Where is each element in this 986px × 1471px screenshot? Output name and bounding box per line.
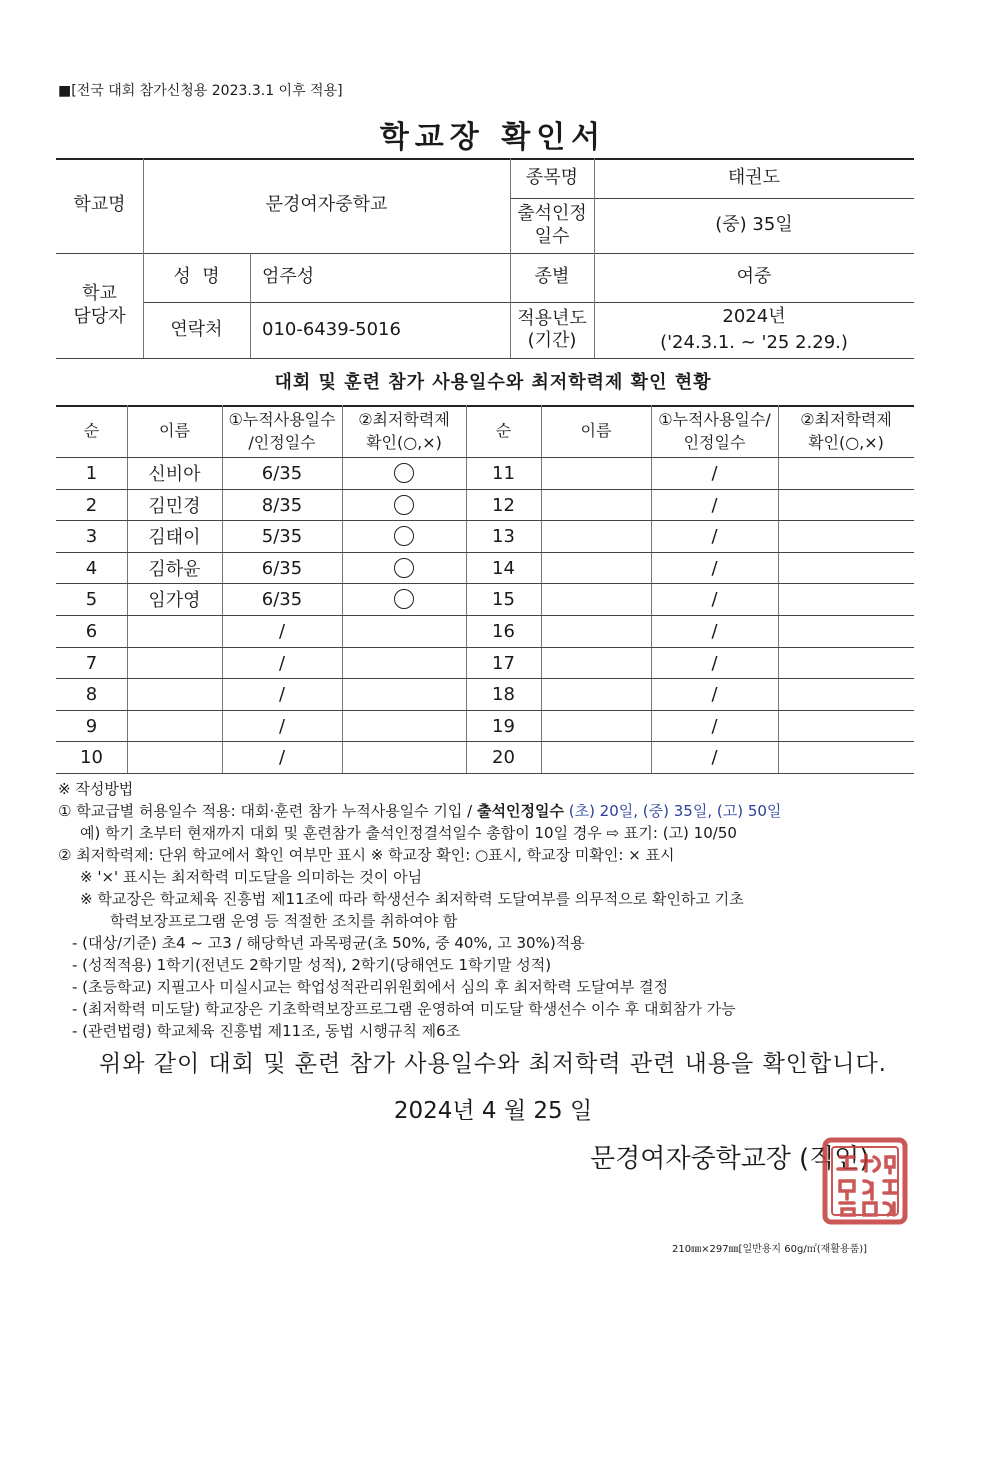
signer-name: 문경여자중학교장 bbox=[590, 1144, 791, 1174]
row-no: 13 bbox=[492, 525, 515, 547]
header-no: 순 bbox=[495, 421, 512, 441]
check-circle-icon bbox=[394, 558, 414, 578]
min-academic-check bbox=[778, 552, 914, 584]
check-circle-icon bbox=[394, 495, 414, 515]
student-name: 신비아 bbox=[148, 464, 201, 485]
min-academic-check bbox=[778, 615, 914, 647]
used-days: / bbox=[711, 557, 718, 579]
used-days: 6/35 bbox=[261, 557, 303, 579]
header-check: ②최저학력제 확인(○,×) bbox=[358, 409, 450, 452]
row-no: 10 bbox=[80, 746, 103, 768]
check-circle-icon bbox=[394, 463, 414, 483]
min-academic-check bbox=[342, 647, 466, 679]
student-name bbox=[127, 741, 222, 773]
row-no: 9 bbox=[85, 715, 98, 737]
used-days: / bbox=[711, 746, 718, 768]
min-academic-check bbox=[778, 710, 914, 742]
issue-date: 2024년 4 월 25 일 bbox=[393, 1098, 593, 1124]
row-no: 2 bbox=[85, 494, 98, 516]
guide-detail-4: - (최저학력 미도달) 학교장은 기초학력보장프로그램 운영하여 미도달 학생선수 이수 후 대회참가 가능 bbox=[72, 1000, 736, 1018]
min-academic-check bbox=[778, 741, 914, 773]
row-no: 18 bbox=[492, 683, 515, 705]
student-name: 임가영 bbox=[148, 590, 201, 611]
used-days: / bbox=[711, 652, 718, 674]
confirmation-statement: 위와 같이 대회 및 훈련 참가 사용일수와 최저학력 관련 내용을 확인합니다. bbox=[99, 1051, 887, 1077]
used-days: / bbox=[711, 620, 718, 642]
used-days: / bbox=[278, 683, 286, 705]
header-days: ①누적사용일수/ 인정일수 bbox=[658, 409, 771, 452]
used-days: / bbox=[711, 525, 718, 547]
row-no: 6 bbox=[85, 620, 98, 642]
used-days: 6/35 bbox=[261, 462, 303, 484]
guide-detail-2: - (성적적용) 1학기(전년도 2학기말 성적), 2학기(당해연도 1학기말 성적) bbox=[72, 956, 552, 974]
official-seal-icon bbox=[822, 1137, 908, 1225]
category-value: 여중 bbox=[736, 266, 772, 288]
guide-detail-5: - (관련법령) 학교체육 진흥법 제11조, 동법 시행규칙 제6조 bbox=[72, 1022, 461, 1040]
min-academic-check bbox=[342, 741, 466, 773]
student-name bbox=[127, 710, 222, 742]
name-value: 엄주성 bbox=[262, 266, 315, 288]
guide-item-2-sub2a: ※ 학교장은 학교체육 진흥법 제11조에 따라 학생선수 최저학력 도달여부를 의무적으로 확인하고 기초 bbox=[80, 890, 744, 908]
min-academic-check bbox=[342, 583, 466, 615]
min-academic-check bbox=[342, 520, 466, 552]
category-label: 종별 bbox=[534, 266, 570, 288]
header-no: 순 bbox=[83, 421, 100, 441]
guide-item-2-sub1: ※ '×' 표시는 최저학력 미도달을 의미하는 것이 아님 bbox=[80, 868, 423, 886]
section-title: 대회 및 훈련 참가 사용일수와 최저학력제 확인 현황 bbox=[274, 372, 712, 393]
used-days: / bbox=[278, 715, 286, 737]
school-label: 학교명 bbox=[73, 194, 126, 216]
writing-guide bbox=[58, 778, 928, 1042]
row-no: 12 bbox=[492, 494, 515, 516]
row-no: 15 bbox=[492, 588, 515, 610]
student-name: 김태이 bbox=[148, 527, 201, 548]
header-check: ②최저학력제 확인(○,×) bbox=[800, 409, 892, 452]
used-days: / bbox=[278, 652, 286, 674]
guide-item-1-example: 예) 학기 초부터 현재까지 대회 및 훈련참가 출석인정결석일수 총합이 10일 경우 ⇨ 표기: (고) 10/50 bbox=[80, 824, 737, 842]
used-days: / bbox=[278, 620, 286, 642]
row-no: 4 bbox=[85, 557, 98, 579]
student-name bbox=[541, 710, 651, 742]
min-academic-check bbox=[342, 678, 466, 710]
min-academic-check bbox=[778, 647, 914, 679]
guide-item-1-bold: 출석인정일수 bbox=[477, 802, 564, 820]
min-academic-check bbox=[342, 710, 466, 742]
row-no: 7 bbox=[85, 652, 98, 674]
student-name bbox=[127, 615, 222, 647]
check-circle-icon bbox=[394, 589, 414, 609]
contact-label: 연락처 bbox=[170, 318, 223, 340]
used-days: / bbox=[711, 588, 718, 610]
student-name bbox=[541, 678, 651, 710]
used-days: 5/35 bbox=[261, 525, 303, 547]
year-value: 2024년 bbox=[722, 305, 786, 327]
row-no: 20 bbox=[492, 746, 515, 768]
guide-heading: ※ 작성방법 bbox=[58, 780, 134, 798]
min-academic-check bbox=[342, 457, 466, 489]
student-name bbox=[541, 520, 651, 552]
student-name: 김하윤 bbox=[148, 559, 201, 580]
guide-item-2: ② 최저학력제: 단위 학교에서 확인 여부만 표시 ※ 학교장 확인: ○표시, 학교장 미확인: × 표시 bbox=[58, 846, 675, 864]
row-no: 11 bbox=[492, 462, 515, 484]
used-days: / bbox=[711, 494, 718, 516]
student-name bbox=[541, 647, 651, 679]
guide-item-1-text: ① 학교급별 허용일수 적용: 대회·훈련 참가 누적사용일수 기입 / bbox=[58, 802, 477, 820]
header-days: ①누적사용일수 /인정일수 bbox=[228, 409, 336, 452]
guide-item-2-sub2b: 학력보장프로그램 운영 등 적절한 조치를 취하여야 함 bbox=[110, 912, 458, 930]
student-name bbox=[541, 457, 651, 489]
used-days: / bbox=[278, 746, 286, 768]
document-title: 학교장 확인서 bbox=[379, 120, 607, 155]
sport-value: 태권도 bbox=[727, 166, 781, 188]
row-no: 8 bbox=[85, 683, 98, 705]
row-no: 17 bbox=[492, 652, 515, 674]
year-label: 적용년도 (기간) bbox=[517, 307, 587, 351]
row-no: 3 bbox=[85, 525, 98, 547]
attendance-label: 출석인정 일수 bbox=[517, 203, 587, 247]
guide-detail-3: - (초등학교) 지필고사 미실시교는 학업성적관리위원회에서 심의 후 최저학력 도달여부 결정 bbox=[72, 978, 669, 996]
used-days: / bbox=[711, 683, 718, 705]
school-value: 문경여자중학교 bbox=[265, 194, 388, 216]
sport-label: 종목명 bbox=[525, 166, 579, 188]
min-academic-check bbox=[342, 552, 466, 584]
student-name bbox=[541, 741, 651, 773]
min-academic-check bbox=[778, 457, 914, 489]
seal-mark: (직인) bbox=[798, 1144, 870, 1174]
student-name bbox=[541, 615, 651, 647]
student-name bbox=[541, 489, 651, 521]
row-no: 14 bbox=[492, 557, 515, 579]
manager-label: 학교 담당자 bbox=[73, 283, 126, 327]
min-academic-check bbox=[778, 489, 914, 521]
min-academic-check bbox=[778, 583, 914, 615]
min-academic-check bbox=[778, 678, 914, 710]
header-name: 이름 bbox=[580, 421, 612, 441]
used-days: / bbox=[711, 715, 718, 737]
min-academic-check bbox=[342, 615, 466, 647]
row-no: 5 bbox=[85, 588, 98, 610]
form-note: ■[전국 대회 참가신청용 2023.3.1 이후 적용] bbox=[58, 83, 343, 99]
guide-item-1-days: (초) 20일, (중) 35일, (고) 50일 bbox=[563, 802, 782, 820]
check-circle-icon bbox=[394, 526, 414, 546]
used-days: 6/35 bbox=[261, 588, 303, 610]
name-label: 성 명 bbox=[173, 266, 220, 288]
attendance-value: (중) 35일 bbox=[715, 214, 793, 236]
header-name: 이름 bbox=[159, 421, 190, 441]
row-no: 16 bbox=[492, 620, 515, 642]
student-name bbox=[127, 647, 222, 679]
paper-spec: 210㎜×297㎜[일반용지 60g/㎡(재활용품)] bbox=[672, 1244, 868, 1255]
student-name bbox=[541, 552, 651, 584]
min-academic-check bbox=[778, 520, 914, 552]
student-name: 김민경 bbox=[148, 496, 201, 517]
row-no: 19 bbox=[492, 715, 515, 737]
used-days: / bbox=[711, 462, 718, 484]
contact-value: 010-6439-5016 bbox=[262, 318, 401, 340]
row-no: 1 bbox=[85, 462, 98, 484]
min-academic-check bbox=[342, 489, 466, 521]
guide-detail-1: - (대상/기준) 초4 ~ 고3 / 해당학년 과목평균(초 50%, 중 40%, 고 30%)적용 bbox=[72, 934, 585, 952]
student-name bbox=[127, 678, 222, 710]
period-value: ('24.3.1. ~ '25 2.29.) bbox=[660, 331, 848, 353]
guide-item-1 bbox=[58, 800, 928, 822]
student-name bbox=[541, 583, 651, 615]
used-days: 8/35 bbox=[261, 494, 303, 516]
